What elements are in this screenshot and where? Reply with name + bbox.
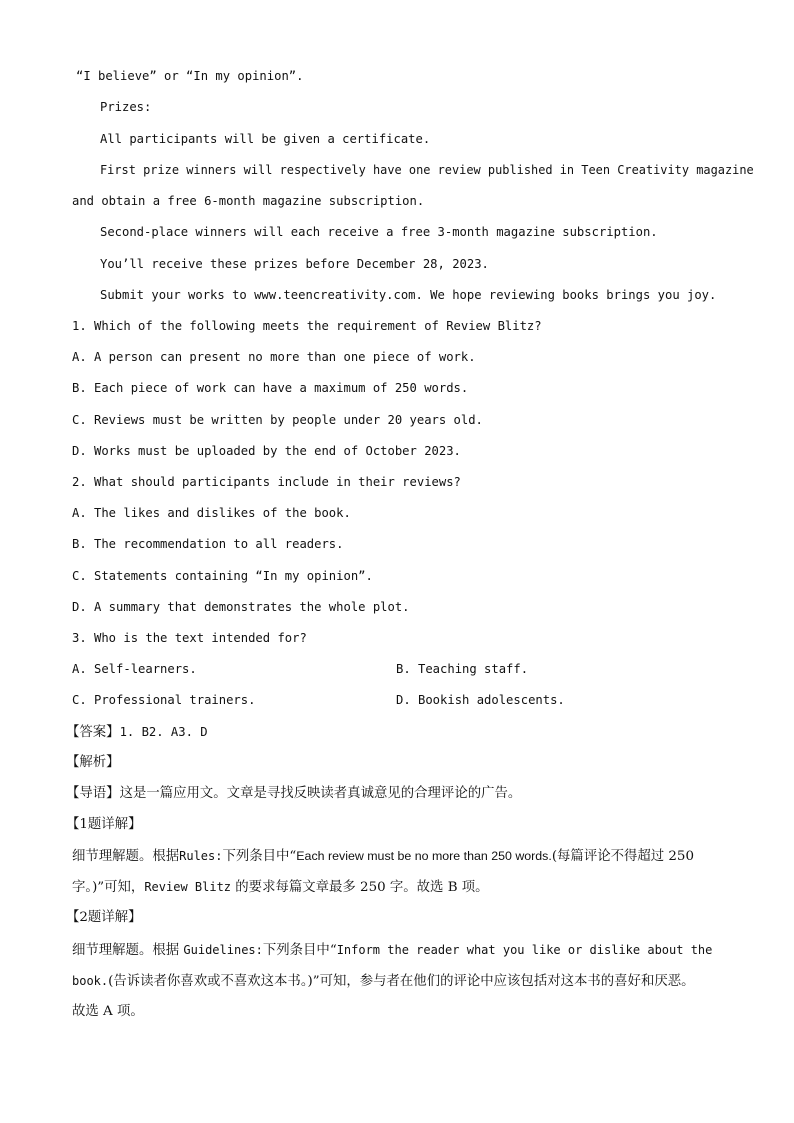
guide-text: 这是一篇应用文。文章是寻找反映读者真诚意见的合理评论的广告。 (119, 786, 522, 801)
question-3-option-d: D. Bookish adolescents. (396, 693, 565, 707)
question-2-option-c: C. Statements containing “In my opinion”. (72, 569, 373, 583)
detail-1-text-a: 细节理解题。根据 (72, 849, 180, 864)
question-2-stem: 2. What should participants include in their reviews? (72, 475, 461, 489)
prize-second: Second-place winners will each receive a free 3-month magazine subscription. (100, 225, 658, 239)
detail-2-quote-end: book. (72, 974, 109, 988)
guide-line (66, 783, 722, 805)
question-2-option-a: A. The likes and dislikes of the book. (72, 506, 351, 520)
detail-2-line1 (72, 939, 722, 961)
question-2-option-b: B. The recommendation to all readers. (72, 537, 344, 551)
detail-2-quote: Inform the reader what you like or dislike about the (336, 943, 713, 957)
prize-first-line2: and obtain a free 6-month magazine subscription. (72, 194, 425, 208)
question-1-option-b: B. Each piece of work can have a maximum of 250 words. (72, 381, 469, 395)
detail-1-quote: Each review must be no more than 250 words. (296, 849, 552, 863)
detail-2-text-a: 细节理解题。根据 (72, 943, 184, 958)
detail-1-conclusion: 的要求每篇文章最多 250 字。故选 B 项。 (231, 880, 489, 895)
detail-2-label: 【2题详解】 (66, 910, 142, 925)
prize-certificate: All participants will be given a certificate. (100, 132, 431, 146)
detail-1-label: 【1题详解】 (66, 817, 142, 832)
question-3-row2 (72, 689, 722, 711)
detail-1-rules: Rules: (179, 849, 223, 863)
submit-line: Submit your works to www.teencreativity.com. We hope reviewing books brings you joy. (100, 288, 717, 302)
detail-1-line2 (72, 876, 722, 898)
detail-2-line3: 故选 A 项。 (72, 1004, 144, 1019)
detail-1-text-c: 下列条目中“ (222, 849, 297, 864)
question-1-stem: 1. Which of the following meets the requirement of Review Blitz? (72, 319, 542, 333)
detail-1-translation: (每篇评论不得超过 250 (551, 849, 694, 864)
question-3-row1 (72, 658, 722, 680)
prize-date: You’ll receive these prizes before December 28, 2023. (100, 257, 489, 271)
question-1-option-c: C. Reviews must be written by people under 20 years old. (72, 413, 483, 427)
question-2-option-d: D. A summary that demonstrates the whole plot. (72, 600, 410, 614)
detail-2-line2 (72, 970, 722, 992)
question-1-option-a: A. A person can present no more than one piece of work. (72, 350, 476, 364)
detail-2-text-c: 下列条目中“ (262, 943, 337, 958)
passage-line-opinion: “I believe” or “In my opinion”. (76, 69, 304, 83)
question-3-option-b: B. Teaching staff. (396, 662, 529, 676)
question-3-option-a: A. Self-learners. (72, 662, 197, 676)
question-3-option-c: C. Professional trainers. (72, 693, 256, 707)
answer-value: 1. B2. A3. D (119, 725, 208, 739)
prizes-heading: Prizes: (100, 100, 152, 114)
detail-1-review-blitz: Review Blitz (144, 880, 232, 894)
detail-1-line1 (72, 845, 720, 867)
detail-2-guidelines: Guidelines: (183, 943, 263, 957)
guide-label: 【导语】 (66, 786, 120, 801)
question-3-stem: 3. Who is the text intended for? (72, 631, 307, 645)
answer-line (66, 721, 722, 743)
prize-first-line1: First prize winners will respectively have one review published in Teen Creativity magazine (100, 163, 754, 177)
question-1-option-d: D. Works must be uploaded by the end of October 2023. (72, 444, 461, 458)
detail-1-text-f: 字。)”可知， (72, 880, 145, 895)
detail-2-translation: (告诉读者你喜欢或不喜欢这本书。)”可知，参与者在他们的评论中应该包括对这本书的喜好和厌恶。 (108, 974, 695, 989)
analysis-label: 【解析】 (66, 755, 120, 770)
answer-label: 【答案】 (66, 725, 120, 740)
